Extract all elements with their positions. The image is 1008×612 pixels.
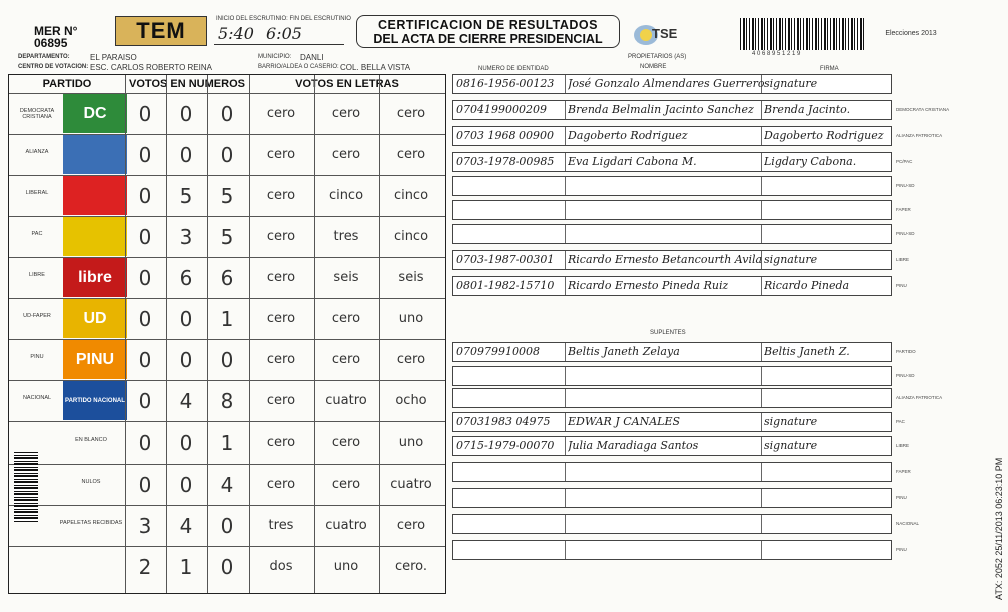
- identity-number-cell: [453, 75, 566, 93]
- suplentes-title: SUPLENTES: [650, 330, 686, 336]
- tem-label: TEM: [136, 18, 186, 43]
- member-name-cell: [565, 251, 762, 269]
- fin-time: 6:05: [266, 24, 302, 43]
- vote-digit: 0: [220, 554, 234, 579]
- party-name: LIBERAL: [25, 189, 49, 196]
- party-side-label: PINU: [896, 283, 907, 288]
- party-side-label: PINU: [896, 495, 907, 500]
- inicio-time: 5:40: [218, 24, 254, 43]
- member-name: Brenda Belmalin Jacinto Sanchez: [568, 103, 754, 116]
- barcode-top: [740, 18, 864, 50]
- vote-digit: 0: [220, 513, 234, 538]
- signature-row: [452, 412, 892, 432]
- signature-row: [452, 388, 892, 408]
- vote-word: cero: [266, 269, 296, 285]
- identity-number-cell: [453, 463, 566, 481]
- vote-digit: 0: [179, 472, 193, 497]
- party-side-label: PINU-SD: [896, 183, 915, 188]
- member-signature-cell: [761, 127, 891, 145]
- member-name: Dagoberto Rodriguez: [568, 129, 688, 142]
- party-name: PAPELETAS RECIBIDAS: [59, 519, 123, 526]
- title-line2: DEL ACTA DE CIERRE PRESIDENCIAL: [373, 32, 603, 46]
- vote-word: uno: [398, 434, 424, 450]
- signature-row: [452, 462, 892, 482]
- member-name-cell: [565, 225, 762, 243]
- signature-row: [452, 126, 892, 146]
- member-signature-cell: [761, 75, 891, 93]
- vote-word: uno: [398, 310, 424, 326]
- vote-word: seis: [398, 269, 424, 285]
- identity-number-cell: [453, 437, 566, 455]
- tem-box: [115, 16, 207, 46]
- identity-number: 070979910008: [456, 345, 540, 358]
- party-side-label: PINU-SD: [896, 373, 915, 378]
- vote-word: dos: [269, 558, 293, 574]
- member-signature-cell: [761, 489, 891, 507]
- centro-value: ESC. CARLOS ROBERTO REINA: [90, 63, 212, 72]
- identity-number-cell: [453, 201, 566, 219]
- inicio-fin-label: INICIO DEL ESCRUTINIO: FIN DEL ESCRUTINIO: [216, 16, 351, 22]
- party-side-label: DEMOCRATA CRISTIANA: [896, 107, 950, 112]
- member-name-cell: [565, 541, 762, 559]
- identity-number-cell: [453, 177, 566, 195]
- mer-label: MER N°: [34, 24, 78, 38]
- vote-digit: 0: [138, 265, 152, 290]
- party-name: EN BLANCO: [75, 436, 107, 443]
- party-side-label: ALIANZA PATRIOTICA: [896, 133, 943, 138]
- signature-row: [452, 250, 892, 270]
- member-signature-cell: [761, 437, 891, 455]
- member-signature-cell: [761, 463, 891, 481]
- member-name: EDWAR J CANALES: [568, 415, 681, 428]
- identity-number-cell: [453, 251, 566, 269]
- vote-digit: 0: [138, 388, 152, 413]
- header-firma: FIRMA: [820, 66, 839, 72]
- member-name-cell: [565, 75, 765, 93]
- member-signature-cell: [761, 515, 891, 533]
- identity-number-cell: [453, 489, 566, 507]
- member-name-cell: [565, 127, 762, 145]
- vote-word: cinco: [393, 228, 429, 244]
- vote-word: cero: [266, 187, 296, 203]
- vote-word: cero: [331, 434, 361, 450]
- vote-word: cero: [396, 105, 426, 121]
- results-table: [8, 74, 446, 594]
- header-partido: PARTIDO: [42, 78, 92, 90]
- vote-digit: 0: [138, 306, 152, 331]
- signature-row: [452, 152, 892, 172]
- vote-digit: 5: [220, 183, 234, 208]
- member-signature-cell: [761, 389, 891, 407]
- party-name: ALIANZA: [25, 148, 49, 155]
- party-name: NACIONAL: [22, 394, 52, 401]
- vote-word: cero: [396, 517, 426, 533]
- member-name: Beltis Janeth Zelaya: [568, 345, 680, 358]
- signature-row: [452, 488, 892, 508]
- party-side-label: LIBRE: [896, 443, 910, 448]
- party-side-label: PC/PAC: [896, 159, 913, 164]
- departamento-value: EL PARAISO: [90, 53, 137, 62]
- party-logo-icon: [63, 217, 127, 256]
- member-name-cell: [565, 201, 762, 219]
- vote-digit: 1: [179, 554, 193, 579]
- member-signature-cell: [761, 153, 891, 171]
- party-side-label: PINU: [896, 547, 907, 552]
- vote-digit: 6: [220, 265, 234, 290]
- member-name-cell: [565, 463, 762, 481]
- member-signature-cell: [761, 277, 891, 295]
- member-signature: Ricardo Pineda: [764, 279, 850, 292]
- member-name-cell: [565, 343, 762, 361]
- identity-number: 0715-1979-00070: [456, 439, 555, 452]
- party-name: NULOS: [81, 478, 101, 485]
- tse-label: TSE: [652, 26, 678, 41]
- member-name: Ricardo Ernesto Pineda Ruiz: [568, 279, 729, 292]
- party-side-label: NACIONAL: [896, 521, 920, 526]
- identity-number-cell: [453, 277, 566, 295]
- signature-row: [452, 224, 892, 244]
- vote-digit: 0: [179, 347, 193, 372]
- party-side-label: PARTIDO: [896, 349, 916, 354]
- party-name: UD-FAPER: [23, 312, 51, 319]
- member-signature: Ligdary Cabona.: [764, 155, 857, 168]
- member-signature-cell: [761, 343, 891, 361]
- signature-row: [452, 540, 892, 560]
- vote-digit: 3: [179, 224, 193, 249]
- party-name: DEMOCRATA CRISTIANA: [19, 107, 55, 120]
- title-box: [356, 15, 620, 48]
- identity-number: 0801-1982-15710: [456, 279, 555, 292]
- party-logo-icon: [63, 299, 127, 338]
- member-signature-cell: [761, 101, 891, 119]
- identity-number-cell: [453, 225, 566, 243]
- signature-row: [452, 514, 892, 534]
- barrio-label: BARRIO/ALDEA O CASERIO:: [258, 64, 339, 70]
- party-logo-icon: [63, 381, 127, 420]
- identity-number-cell: [453, 101, 566, 119]
- vote-digit: 0: [138, 472, 152, 497]
- member-name: Ricardo Ernesto Betancourth Avila: [568, 253, 763, 266]
- member-signature-cell: [761, 413, 891, 431]
- vote-word: cero: [266, 105, 296, 121]
- member-signature-cell: [761, 201, 891, 219]
- identity-number-cell: [453, 367, 566, 385]
- vote-digit: 8: [220, 388, 234, 413]
- vote-digit: 4: [179, 388, 193, 413]
- identity-number: 0703-1987-00301: [456, 253, 555, 266]
- vote-digit: 4: [220, 472, 234, 497]
- vote-digit: 0: [138, 430, 152, 455]
- barcode-left: [14, 452, 38, 522]
- party-logo-text: libre: [78, 268, 112, 286]
- signature-row: [452, 342, 892, 362]
- vote-word: cero: [266, 228, 296, 244]
- vote-word: uno: [333, 558, 359, 574]
- header-votos-letras: VOTOS EN LETRAS: [295, 78, 399, 90]
- barrio-value: COL. BELLA VISTA: [340, 63, 411, 72]
- vote-digit: 0: [220, 347, 234, 372]
- member-name-cell: [565, 367, 762, 385]
- party-logo-icon: [63, 340, 127, 379]
- identity-number-cell: [453, 541, 566, 559]
- vote-digit: 0: [138, 101, 152, 126]
- member-name-cell: [565, 153, 762, 171]
- vote-word: cuatro: [325, 517, 367, 533]
- party-name: PAC: [31, 230, 43, 237]
- party-name: PINU: [30, 353, 44, 360]
- member-name: Eva Ligdari Cabona M.: [568, 155, 697, 168]
- party-logo-icon: [63, 258, 127, 297]
- vote-word: tres: [333, 228, 359, 244]
- barcode-top-number: 4 0 6 8 9 5 1 2 1 9: [752, 51, 801, 57]
- identity-number-cell: [453, 515, 566, 533]
- vote-word: ocho: [395, 392, 427, 408]
- party-name: LIBRE: [29, 271, 45, 278]
- identity-number: 0703-1978-00985: [456, 155, 555, 168]
- party-logo-icon: [63, 135, 127, 174]
- vote-word: cero: [266, 392, 296, 408]
- member-signature-cell: [761, 367, 891, 385]
- centro-label: CENTRO DE VOTACION:: [18, 64, 89, 70]
- signature-row: [452, 74, 892, 94]
- vote-digit: 4: [179, 513, 193, 538]
- vote-digit: 0: [138, 142, 152, 167]
- identity-number: 0703 1968 00900: [456, 129, 554, 142]
- vote-digit: 0: [220, 142, 234, 167]
- vote-word: tres: [268, 517, 294, 533]
- party-logo-text: DC: [83, 104, 107, 122]
- vote-word: cero: [396, 351, 426, 367]
- vote-digit: 1: [220, 430, 234, 455]
- member-signature: Dagoberto Rodriguez: [764, 129, 884, 142]
- vote-digit: 5: [220, 224, 234, 249]
- vote-digit: 0: [179, 142, 193, 167]
- party-logo-text: PARTIDO NACIONAL: [65, 397, 125, 404]
- member-signature-cell: [761, 251, 891, 269]
- party-side-label: FAPER: [896, 469, 911, 474]
- signature-row: [452, 176, 892, 196]
- member-name-cell: [565, 489, 762, 507]
- vote-word: cero: [331, 351, 361, 367]
- party-side-label: ALIANZA PATRIOTICA: [896, 395, 943, 400]
- title-line1: CERTIFICACION DE RESULTADOS: [378, 18, 598, 32]
- side-stamp: ATX: 2052 25/11/2013 06:23:10 PM: [994, 457, 1004, 600]
- member-name-cell: [565, 389, 762, 407]
- signature-row: [452, 276, 892, 296]
- mer-number: 06895: [34, 36, 68, 50]
- vote-digit: 0: [138, 224, 152, 249]
- member-signature: signature: [764, 415, 818, 428]
- identity-number-cell: [453, 389, 566, 407]
- time-underline: [214, 44, 344, 45]
- elecciones-logo: Elecciones 2013: [885, 30, 937, 37]
- member-signature-cell: [761, 541, 891, 559]
- party-logo-icon: [63, 94, 127, 133]
- vote-digit: 0: [138, 183, 152, 208]
- member-signature: signature: [764, 253, 818, 266]
- member-signature: Beltis Janeth Z.: [764, 345, 850, 358]
- vote-word: cinco: [328, 187, 364, 203]
- signature-row: [452, 100, 892, 120]
- identity-number-cell: [453, 153, 566, 171]
- vote-digit: 3: [138, 513, 152, 538]
- party-logo-icon: [63, 176, 127, 215]
- party-side-label: FAPER: [896, 207, 911, 212]
- identity-number: 0704199000209: [456, 103, 547, 116]
- tse-logo: [632, 22, 686, 48]
- member-signature-cell: [761, 177, 891, 195]
- vote-word: cinco: [393, 187, 429, 203]
- vote-word: cero: [266, 310, 296, 326]
- header-nombre: NOMBRE: [640, 64, 667, 70]
- vote-word: cero: [266, 351, 296, 367]
- municipio-value: DANLI: [300, 53, 324, 62]
- vote-word: cuatro: [390, 476, 432, 492]
- member-signature: signature: [764, 77, 818, 90]
- identity-number-cell: [453, 413, 566, 431]
- member-name-cell: [565, 101, 762, 119]
- vote-word: cero: [266, 434, 296, 450]
- party-side-label: PAC: [896, 419, 905, 424]
- identity-number: 07031983 04975: [456, 415, 551, 428]
- identity-number-cell: [453, 127, 566, 145]
- signature-row: [452, 436, 892, 456]
- municipio-label: MUNICIPIO:: [258, 54, 292, 60]
- vote-digit: 0: [179, 306, 193, 331]
- vote-word: cero: [266, 146, 296, 162]
- vote-digit: 6: [179, 265, 193, 290]
- vote-word: cero: [396, 146, 426, 162]
- identity-number-cell: [453, 343, 566, 361]
- header-votos-numeros: VOTOS EN NUMEROS: [129, 78, 245, 90]
- party-logo-text: PINU: [75, 350, 115, 368]
- member-signature-cell: [761, 225, 891, 243]
- vote-digit: 0: [179, 430, 193, 455]
- vote-word: cero: [331, 146, 361, 162]
- vote-digit: 5: [179, 183, 193, 208]
- member-name-cell: [565, 437, 762, 455]
- member-signature: signature: [764, 439, 818, 452]
- vote-word: seis: [333, 269, 359, 285]
- member-name-cell: [565, 515, 762, 533]
- vote-digit: 1: [220, 306, 234, 331]
- vote-digit: 0: [138, 347, 152, 372]
- member-name-cell: [565, 277, 762, 295]
- vote-digit: 0: [220, 101, 234, 126]
- member-name: Julia Maradiaga Santos: [568, 439, 699, 452]
- vote-word: cuatro: [325, 392, 367, 408]
- party-side-label: PINU-SD: [896, 231, 915, 236]
- party-logo-text: UD: [83, 309, 107, 327]
- member-name-cell: [565, 413, 762, 431]
- vote-word: cero.: [394, 558, 428, 574]
- vote-word: cero: [331, 310, 361, 326]
- vote-word: cero: [266, 476, 296, 492]
- signature-row: [452, 200, 892, 220]
- party-side-label: LIBRE: [896, 257, 910, 262]
- signature-row: [452, 366, 892, 386]
- identity-number: 0816-1956-00123: [456, 77, 555, 90]
- member-name-cell: [565, 177, 762, 195]
- member-signature: Brenda Jacinto.: [764, 103, 851, 116]
- vote-digit: 0: [179, 101, 193, 126]
- vote-digit: 2: [138, 554, 152, 579]
- header-identidad: NUMERO DE IDENTIDAD: [478, 66, 549, 72]
- member-name: José Gonzalo Almendares Guerrero: [568, 77, 765, 90]
- propietarios-title: PROPIETARIOS (AS): [628, 54, 687, 60]
- vote-word: cero: [331, 105, 361, 121]
- vote-word: cero: [331, 476, 361, 492]
- departamento-label: DEPARTAMENTO:: [18, 54, 70, 60]
